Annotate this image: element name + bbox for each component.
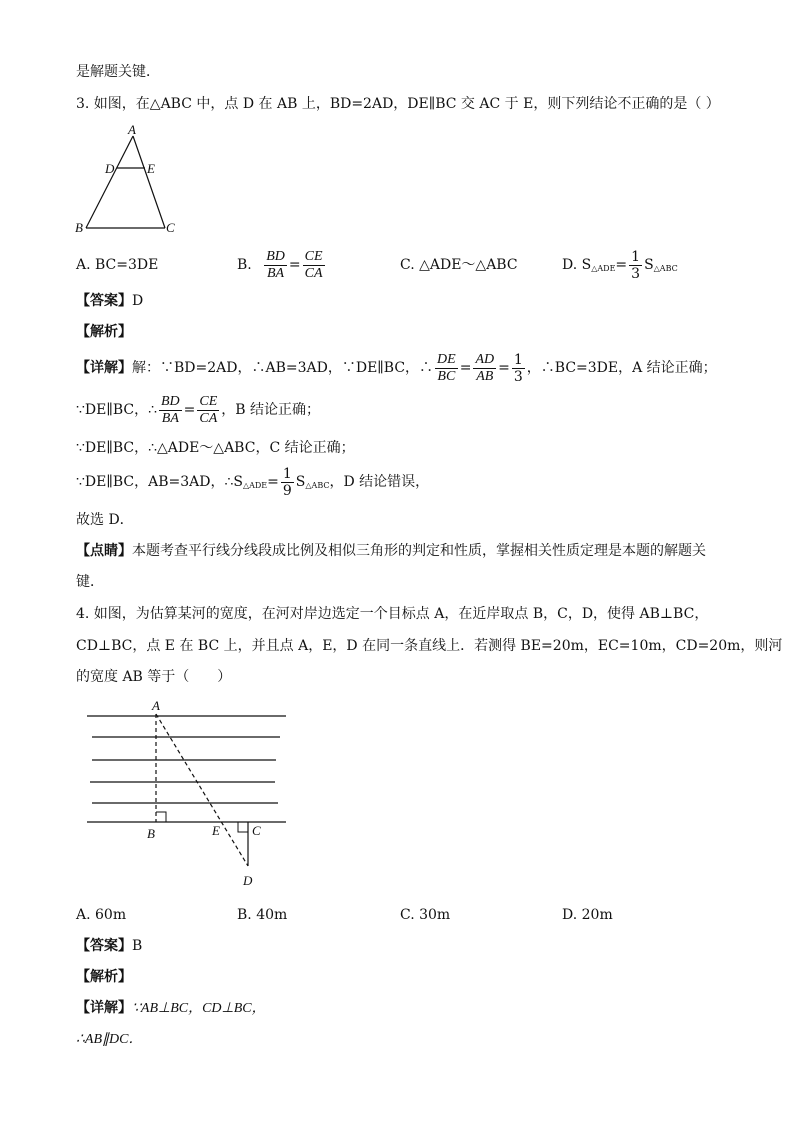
- fig3-label-e: E: [147, 161, 155, 176]
- q4-stem-line-2: CD⊥BC，点 E 在 BC 上，并且点 A，E，D 在同一条直线上．若测得 BE=20m，EC=10m，CD=20m，则河: [76, 638, 783, 654]
- fig4-label-b: B: [147, 826, 155, 841]
- q4-option-d: D. 20m: [562, 907, 613, 923]
- q4-option-a: A. 60m: [76, 907, 127, 923]
- q3-detail-line-1: 【详解】解：∵BD=2AD，∴AB=3AD，∵DE∥BC，∴ $\frac{DE}{BC}$ = $\frac{AD}{AB}$ = $\frac{1}{3}$ ，∴BC=3DE，A 结论正确；: [76, 351, 717, 385]
- q4-stem-line-1: 4. 如图，为估算某河的宽度，在河对岸边选定一个目标点 A，在近岸取点 B，C，D，使得 AB⊥BC，: [76, 606, 709, 622]
- fig4-label-a: A: [152, 698, 160, 713]
- q3-detail-line-4: ∵DE∥BC，AB=3AD，$\therefore S_{\triangle ADE}=$ $\frac{1}{9}$ $S_{\triangle ABC}$，D 结论错误，: [76, 465, 430, 499]
- q4-analysis-label: 【解析】: [76, 969, 132, 985]
- q4-option-c: C. 30m: [400, 907, 451, 923]
- q3-choose: 故选 D．: [76, 512, 134, 528]
- prev-answer-tail: 是解题关键．: [76, 64, 160, 80]
- q3-stem: 3. 如图，在△ABC 中，点 D 在 AB 上，BD=2AD，DE∥BC 交 AC 于 E，则下列结论不正确的是（ ）: [76, 96, 720, 112]
- q4-stem-line-3: 的宽度 AB 等于（ ）: [76, 669, 232, 685]
- q3-detail-line-3: ∵DE∥BC，∴△ADE～△ABC，C 结论正确；: [76, 440, 355, 456]
- q4-detail-line-1: 【详解】∵AB⊥BC，CD⊥BC，: [76, 1000, 266, 1016]
- fig3-label-d: D: [105, 161, 115, 176]
- q3-analysis-label: 【解析】: [76, 324, 132, 340]
- fig3-label-b: B: [75, 220, 83, 235]
- q4-river-figure: [80, 694, 300, 894]
- fig4-label-e: E: [212, 823, 220, 838]
- q3-option-a: A. BC=3DE: [76, 257, 159, 273]
- q3-comment-line-2: 键．: [76, 574, 104, 590]
- q3-option-d: D. $S_{\triangle ADE}=$ $\frac{1}{3}$ $S_{\triangle ABC}$: [562, 248, 678, 282]
- fig3-label-c: C: [166, 220, 175, 235]
- q3-comment-line-1: 【点睛】本题考查平行线分线段成比例及相似三角形的判定和性质，掌握相关性质定理是本题的解题关: [76, 543, 706, 559]
- q3-option-b: B. $\frac{BD}{BA}$ = $\frac{CE}{CA}$: [237, 248, 323, 281]
- q3-answer: 【答案】D: [76, 293, 144, 309]
- q3-triangle-figure: [70, 122, 190, 238]
- q4-answer: 【答案】B: [76, 938, 143, 954]
- q4-option-b: B. 40m: [237, 907, 288, 923]
- fig3-label-a: A: [128, 122, 136, 137]
- q4-detail-line-2: ∴AB∥DC．: [76, 1032, 143, 1047]
- q3-detail-line-2: ∵DE∥BC，∴ $\frac{BD}{BA}$ = $\frac{CE}{CA}$ ，B 结论正确；: [76, 393, 321, 426]
- fig4-label-c: C: [252, 823, 261, 838]
- fig4-label-d: D: [243, 873, 253, 888]
- q3-option-c: C. △ADE～△ABC: [400, 257, 518, 273]
